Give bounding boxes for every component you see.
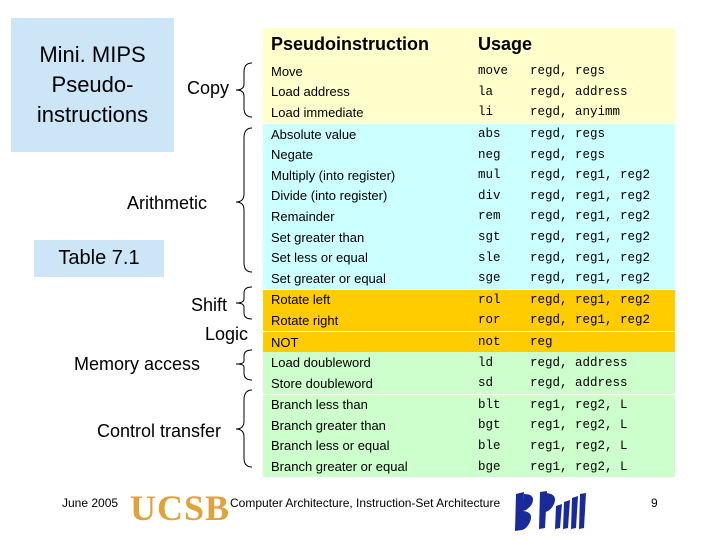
brace-arithmetic bbox=[236, 128, 252, 272]
row-operands: reg1, reg2, L bbox=[530, 438, 628, 453]
row-description: Branch less than bbox=[263, 394, 470, 415]
table-row bbox=[263, 268, 675, 289]
row-description: Branch greater or equal bbox=[263, 456, 470, 477]
label-memory-access: Memory access bbox=[74, 354, 201, 374]
table-row bbox=[263, 310, 675, 331]
row-description: Negate bbox=[263, 144, 470, 165]
signature-logo bbox=[510, 484, 594, 536]
table-row bbox=[263, 186, 675, 207]
row-description: Multiply (into register) bbox=[263, 165, 470, 186]
label-logic: Logic bbox=[205, 324, 249, 344]
row-opcode: li bbox=[478, 105, 494, 120]
row-operands: regd, reg1, reg2 bbox=[530, 271, 651, 286]
row-operands: reg1, reg2, L bbox=[530, 397, 628, 412]
row-opcode: div bbox=[478, 188, 501, 203]
row-opcode: mul bbox=[478, 168, 501, 183]
row-opcode: sge bbox=[478, 271, 501, 286]
page-number: 9 bbox=[651, 496, 658, 510]
row-description: Rotate left bbox=[263, 289, 470, 310]
footer-date: June 2005 bbox=[62, 496, 119, 510]
pseudoinstruction-table bbox=[263, 28, 675, 477]
table-row bbox=[263, 373, 675, 394]
header-usage: Usage bbox=[470, 28, 675, 61]
row-opcode: sle bbox=[478, 250, 501, 265]
row-opcode: move bbox=[478, 64, 509, 79]
table-row bbox=[263, 394, 675, 415]
brace-memory bbox=[236, 350, 252, 380]
row-opcode: blt bbox=[478, 397, 501, 412]
footer-course-title: Computer Architecture, Instruction-Set Architecture bbox=[230, 496, 501, 510]
row-operands: regd, regs bbox=[530, 64, 606, 79]
label-arithmetic: Arithmetic bbox=[127, 193, 208, 213]
row-description: Remainder bbox=[263, 206, 470, 227]
row-opcode: rem bbox=[478, 209, 501, 224]
row-operands: regd, address bbox=[530, 355, 628, 370]
table-row bbox=[263, 456, 675, 477]
table-row bbox=[263, 82, 675, 103]
row-opcode: sgt bbox=[478, 230, 501, 245]
row-operands: regd, address bbox=[530, 84, 628, 99]
row-operands: regd, reg1, reg2 bbox=[530, 250, 651, 265]
row-opcode: not bbox=[478, 335, 501, 350]
table-label: Table 7.1 bbox=[58, 247, 140, 269]
row-operands: regd, regs bbox=[530, 147, 606, 162]
row-opcode: sd bbox=[478, 376, 494, 391]
table-row bbox=[263, 206, 675, 227]
label-copy: Copy bbox=[187, 78, 230, 98]
table-row bbox=[263, 289, 675, 310]
row-opcode: ble bbox=[478, 438, 501, 453]
row-description: Rotate right bbox=[263, 310, 470, 331]
row-operands: regd, reg1, reg2 bbox=[530, 168, 651, 183]
row-operands: regd, reg1, reg2 bbox=[530, 313, 651, 328]
row-description: Set greater or equal bbox=[263, 268, 470, 289]
row-operands: regd, reg1, reg2 bbox=[530, 209, 651, 224]
table-row bbox=[263, 123, 675, 144]
table-row bbox=[263, 247, 675, 268]
row-operands: regd, address bbox=[530, 376, 628, 391]
row-opcode: ld bbox=[478, 355, 494, 370]
table-row bbox=[263, 102, 675, 123]
slide-title: Mini. MIPS Pseudo- instructions bbox=[36, 42, 149, 127]
table-row bbox=[263, 331, 675, 352]
table-row bbox=[263, 144, 675, 165]
row-operands: regd, reg1, reg2 bbox=[530, 292, 651, 307]
row-opcode: ror bbox=[478, 313, 501, 328]
row-description: Load immediate bbox=[263, 102, 470, 123]
row-opcode: bgt bbox=[478, 418, 501, 433]
row-description: Divide (into register) bbox=[263, 186, 470, 207]
row-opcode: abs bbox=[478, 127, 501, 142]
row-opcode: la bbox=[478, 84, 494, 99]
row-description: Move bbox=[263, 61, 470, 82]
row-description: Set greater than bbox=[263, 227, 470, 248]
row-opcode: neg bbox=[478, 147, 501, 162]
row-description: Set less or equal bbox=[263, 247, 470, 268]
brace-shift bbox=[236, 287, 252, 319]
table-row bbox=[263, 352, 675, 373]
row-description: Load address bbox=[263, 82, 470, 103]
table-row bbox=[263, 227, 675, 248]
label-control-transfer: Control transfer bbox=[97, 421, 222, 441]
row-operands: regd, regs bbox=[530, 127, 606, 142]
table-row bbox=[263, 436, 675, 457]
row-description: NOT bbox=[263, 331, 470, 352]
row-description: Branch less or equal bbox=[263, 436, 470, 457]
row-description: Load doubleword bbox=[263, 352, 470, 373]
header-pseudoinstruction: Pseudoinstruction bbox=[263, 28, 470, 61]
row-description: Absolute value bbox=[263, 123, 470, 144]
row-description: Branch greater than bbox=[263, 415, 470, 436]
row-operands: regd, reg1, reg2 bbox=[530, 230, 651, 245]
row-operands: reg bbox=[530, 335, 553, 350]
row-operands: reg1, reg2, L bbox=[530, 459, 628, 474]
label-shift: Shift bbox=[191, 295, 228, 315]
row-operands: reg1, reg2, L bbox=[530, 418, 628, 433]
brace-control bbox=[236, 390, 252, 467]
table-row bbox=[263, 165, 675, 186]
row-description: Store doubleword bbox=[263, 373, 470, 394]
table-header bbox=[263, 28, 675, 61]
table-row bbox=[263, 61, 675, 82]
row-operands: regd, anyimm bbox=[530, 105, 621, 120]
row-opcode: rol bbox=[478, 292, 501, 307]
brace-copy bbox=[236, 63, 252, 117]
row-operands: regd, reg1, reg2 bbox=[530, 188, 651, 203]
table-row bbox=[263, 415, 675, 436]
ucsb-logo: UCSB bbox=[130, 488, 231, 528]
row-opcode: bge bbox=[478, 459, 501, 474]
